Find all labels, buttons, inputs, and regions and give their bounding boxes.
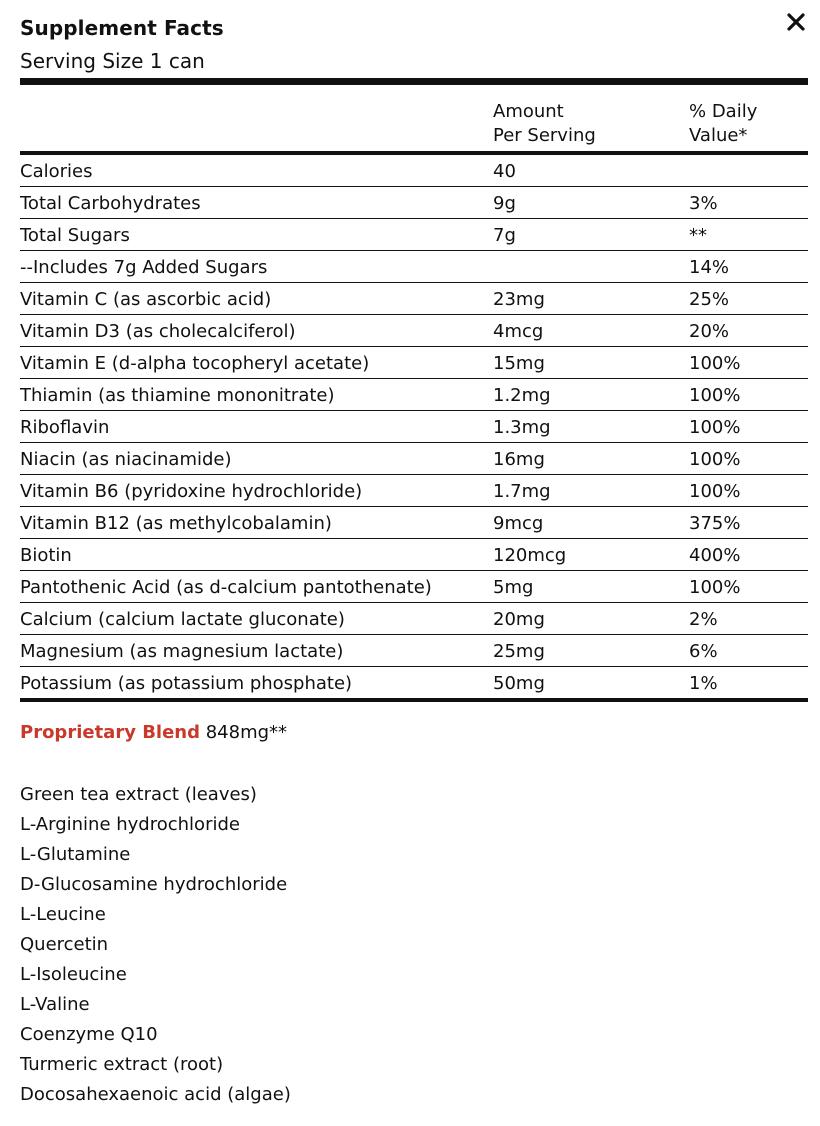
table-row [20,187,808,219]
header-amount [493,85,689,151]
nutrient-amount: 1.3mg [493,417,551,438]
nutrient-daily-value: 100% [689,449,741,470]
header-amount-line1: Amount [493,101,564,122]
nutrient-name: Magnesium (as magnesium lactate) [20,641,344,662]
nutrient-daily-value: 100% [689,481,741,502]
table-row [20,507,808,539]
nutrient-daily-value: 100% [689,353,741,374]
nutrient-amount: 9mcg [493,513,544,534]
table-row [20,315,808,347]
nutrient-name: Vitamin E (d-alpha tocopheryl acetate) [20,353,370,374]
header-amount-line2: Per Serving [493,125,596,146]
table-row [20,443,808,475]
header-spacer [20,85,493,151]
nutrient-daily-value: 2% [689,609,718,630]
nutrient-daily-value: 25% [689,289,730,310]
table-row [20,219,808,251]
table-row [20,475,808,507]
nutrient-daily-value: 14% [689,257,730,278]
nutrient-name: Vitamin D3 (as cholecalciferol) [20,321,296,342]
nutrient-amount: 5mg [493,577,534,598]
list-item: Green tea extract (leaves) [20,784,257,805]
nutrient-amount: 16mg [493,449,545,470]
table-row [20,379,808,411]
list-item: L-Glutamine [20,844,131,865]
nutrient-amount: 15mg [493,353,545,374]
close-icon [782,8,810,36]
nutrient-daily-value: 6% [689,641,718,662]
list-item: Quercetin [20,934,109,955]
table-row [20,283,808,315]
nutrient-amount: 7g [493,225,516,246]
nutrition-table [20,78,808,702]
table-header [20,85,808,155]
nutrient-daily-value: ** [689,225,707,246]
panel-title: Supplement Facts [20,16,224,40]
nutrient-daily-value [689,155,808,186]
nutrient-daily-value: 375% [689,513,741,534]
nutrient-name: Calories [20,161,93,182]
nutrient-amount: 40 [493,161,516,182]
table-row [20,635,808,667]
list-item: Docosahexaenoic acid (algae) [20,1084,291,1105]
nutrient-name: Vitamin B6 (pyridoxine hydrochloride) [20,481,363,502]
serving-size: Serving Size 1 can [20,49,205,73]
nutrient-amount: 23mg [493,289,545,310]
nutrient-daily-value: 3% [689,193,718,214]
blend-label: Proprietary Blend [20,722,200,743]
nutrient-amount: 20mg [493,609,545,630]
header-dv-line1: % Daily [689,101,758,122]
nutrient-name: Vitamin B12 (as methylcobalamin) [20,513,332,534]
nutrient-name: Total Carbohydrates [20,193,201,214]
nutrient-name: Total Sugars [20,225,130,246]
nutrient-amount: 1.7mg [493,481,551,502]
nutrient-name: Pantothenic Acid (as d-calcium pantothenate) [20,577,432,598]
nutrient-daily-value: 400% [689,545,741,566]
table-row [20,411,808,443]
ingredient-list [20,780,291,1110]
nutrient-name: Thiamin (as thiamine mononitrate) [20,385,335,406]
list-item: Turmeric extract (root) [20,1054,224,1075]
nutrient-amount: 50mg [493,673,545,694]
table-row [20,603,808,635]
header-daily-value [689,85,808,151]
list-item: L-Leucine [20,904,106,925]
nutrient-name: Biotin [20,545,72,566]
nutrient-daily-value: 100% [689,385,741,406]
nutrient-amount: 9g [493,193,516,214]
list-item: Coenzyme Q10 [20,1024,158,1045]
list-item: L-Isoleucine [20,964,127,985]
header-dv-line2: Value* [689,125,748,146]
blend-amount: 848mg** [205,722,288,743]
nutrient-daily-value: 1% [689,673,718,694]
nutrient-name: Calcium (calcium lactate gluconate) [20,609,345,630]
table-row [20,347,808,379]
list-item: D-Glucosamine hydrochloride [20,874,288,895]
nutrient-name: Potassium (as potassium phosphate) [20,673,353,694]
nutrient-name: Niacin (as niacinamide) [20,449,232,470]
table-row [20,155,808,187]
nutrient-name: Riboflavin [20,417,110,438]
nutrient-amount: 4mcg [493,321,544,342]
nutrient-daily-value: 100% [689,577,741,598]
table-row [20,571,808,603]
list-item: L-Valine [20,994,90,1015]
nutrient-daily-value: 100% [689,417,741,438]
nutrient-daily-value: 20% [689,321,730,342]
close-button[interactable] [782,8,810,36]
nutrient-name: Vitamin C (as ascorbic acid) [20,289,272,310]
nutrient-amount: 25mg [493,641,545,662]
table-body [20,155,808,702]
nutrient-amount: 1.2mg [493,385,551,406]
nutrient-amount: 120mcg [493,545,567,566]
nutrient-amount [493,251,689,282]
table-row [20,667,808,702]
table-row [20,539,808,571]
list-item: L-Arginine hydrochloride [20,814,240,835]
nutrient-name: --Includes 7g Added Sugars [20,257,268,278]
proprietary-blend [20,722,287,743]
table-row [20,251,808,283]
